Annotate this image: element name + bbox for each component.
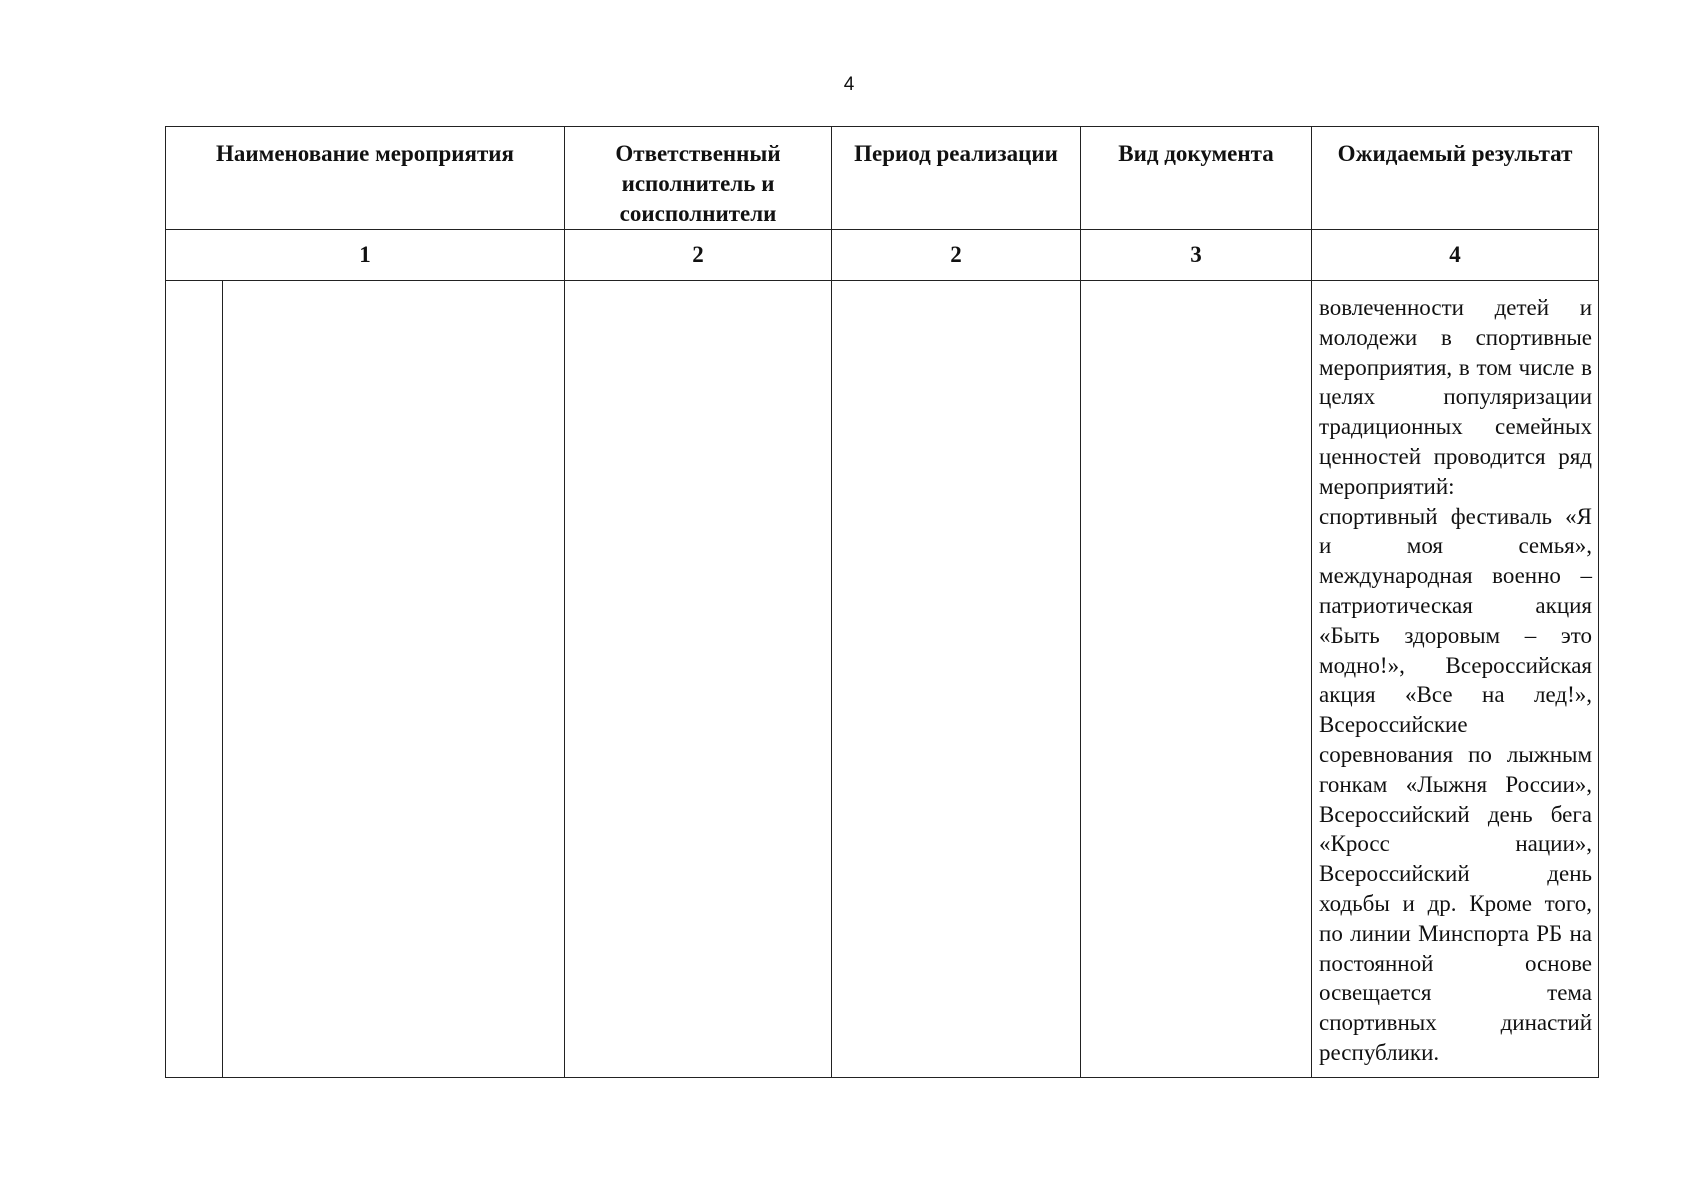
column-number-1: 1: [166, 230, 565, 281]
cell-expected-result: [1312, 281, 1599, 1078]
expected-result-text: [1312, 281, 1598, 1068]
header-event-name: Наименование мероприятия: [166, 127, 565, 230]
header-expected-result: Ожидаемый результат: [1312, 127, 1599, 230]
header-period: Период реализации: [832, 127, 1081, 230]
column-number-row: [166, 230, 1599, 281]
measures-table: [165, 126, 1599, 1078]
column-number-4: 4: [1312, 230, 1599, 281]
header-document-type: Вид документа: [1081, 127, 1312, 230]
cell-event-name: [223, 281, 565, 1078]
column-number-3: 3: [1081, 230, 1312, 281]
result-paragraph: вовлеченности детей и молодежи в спортивные мероприятия, в том числе в целях популяризации традиционных семейных ценностей проводится ряд мероприятий:: [1319, 295, 1593, 499]
column-number-2b: 2: [832, 230, 1081, 281]
page-number: 4: [843, 74, 855, 95]
header-executor: Ответственный исполнитель и соисполнители: [565, 127, 832, 230]
table-row: [166, 281, 1599, 1078]
cell-document-type: [1081, 281, 1312, 1078]
cell-index: [166, 281, 223, 1078]
cell-period: [832, 281, 1081, 1078]
result-paragraph: спортивный фестиваль «Я и моя семья», международная военно – патриотическая акция «Быть здоровым – это модно!», Всероссийская акция «Все на лед!», Всероссийские соревнования по лыжным гонкам «Лыжня России», Всероссийский день бега «Кросс нации», Всероссийский день ходьбы и др. Кроме того, по линии Минспорта РБ на постоянной основе освещается тема спортивных династий республики.: [1319, 503, 1593, 1065]
cell-executor: [565, 281, 832, 1078]
column-number-2: 2: [565, 230, 832, 281]
header-row: [166, 127, 1599, 230]
